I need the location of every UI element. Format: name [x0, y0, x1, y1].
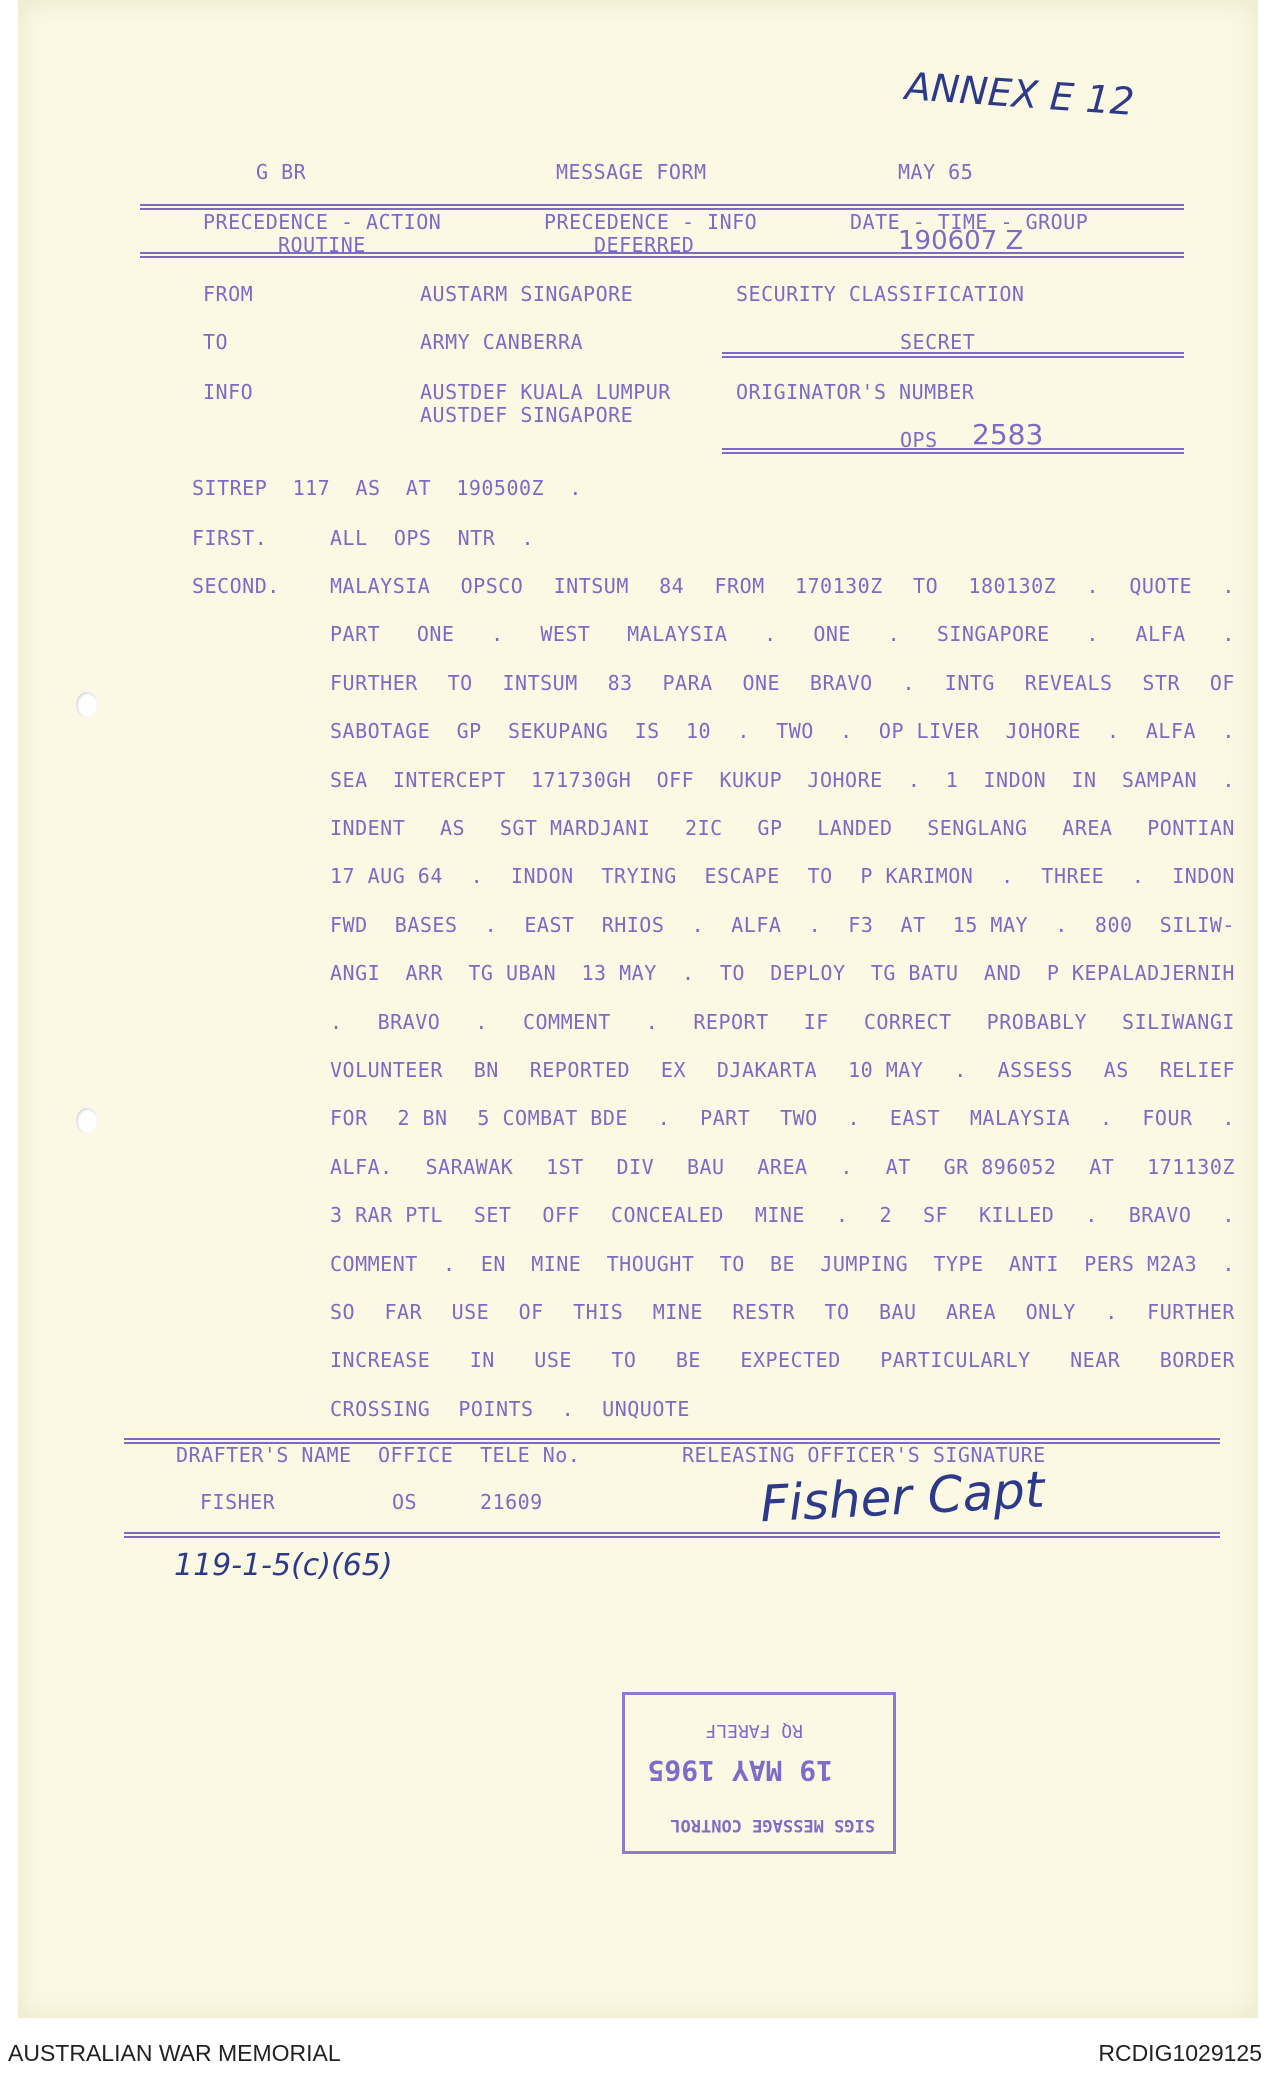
- word: ASSESS: [997, 1058, 1073, 1082]
- word: 83: [607, 671, 633, 695]
- word: .: [1222, 574, 1235, 598]
- word: INDON: [983, 768, 1047, 792]
- message-line: [330, 1348, 1235, 1372]
- word: SEKUPANG: [507, 719, 609, 743]
- word: TO: [913, 574, 939, 598]
- word: INTERCEPT: [392, 768, 506, 792]
- word: .: [1222, 622, 1235, 646]
- word: GR 896052: [943, 1155, 1057, 1179]
- word: BRAVO: [809, 671, 873, 695]
- message-line: [330, 1010, 1235, 1034]
- word: EAST: [889, 1106, 941, 1130]
- sitrep-line: [192, 476, 582, 500]
- footer-item-id: RCDIG1029125: [1098, 2040, 1262, 2066]
- word: AS: [439, 816, 466, 840]
- tele-value: 21609: [480, 1490, 543, 1514]
- word: NEAR: [1070, 1348, 1121, 1372]
- word: 10 MAY: [848, 1058, 924, 1082]
- word: ONE: [742, 671, 781, 695]
- word: OFF: [542, 1203, 581, 1227]
- word: .: [443, 1252, 456, 1276]
- rule-drafter-bottom: [124, 1532, 1220, 1538]
- word: .: [954, 1058, 967, 1082]
- message-control-stamp: [622, 1692, 896, 1854]
- word: 180130Z: [968, 574, 1057, 598]
- word: .: [330, 1010, 343, 1034]
- word: BE: [770, 1252, 796, 1276]
- word: JUMPING: [820, 1252, 909, 1276]
- word: SENGLANG: [927, 816, 1028, 840]
- word: UNQUOTE: [602, 1397, 690, 1421]
- word: OP LIVER: [878, 719, 980, 743]
- drafter-name-label: DRAFTER'S NAME: [176, 1443, 352, 1467]
- word: SGT MARDJANI: [499, 816, 651, 840]
- word: .: [1086, 622, 1099, 646]
- word: .: [521, 526, 534, 550]
- word: P KARIMON: [860, 864, 974, 888]
- message-line: [330, 864, 1235, 888]
- word: PART: [700, 1106, 751, 1130]
- word: INDON: [510, 864, 574, 888]
- word: OF: [1209, 671, 1235, 695]
- to-value: ARMY CANBERRA: [420, 330, 584, 354]
- rule-security: [722, 352, 1184, 358]
- word: AT: [405, 476, 431, 500]
- word: .: [1222, 1252, 1235, 1276]
- originator-prefix: OPS: [900, 428, 938, 452]
- word: ONLY: [1025, 1300, 1076, 1324]
- message-line: [330, 768, 1235, 792]
- word: 171130Z: [1147, 1155, 1235, 1179]
- word: GP: [456, 719, 482, 743]
- word: AT: [900, 913, 926, 937]
- word: LANDED: [817, 816, 893, 840]
- word: CORRECT: [863, 1010, 952, 1034]
- word: .: [1105, 1300, 1118, 1324]
- word: PART: [330, 622, 381, 646]
- word: BASES: [394, 913, 458, 937]
- word: .: [737, 719, 750, 743]
- word: ANGI: [330, 961, 381, 985]
- word: .: [847, 1106, 861, 1130]
- word: KUKUP: [719, 768, 783, 792]
- word: COMMENT: [330, 1252, 418, 1276]
- word: BN: [473, 1058, 499, 1082]
- word: .: [1222, 719, 1235, 743]
- word: .: [907, 768, 921, 792]
- word: .: [1107, 719, 1120, 743]
- word: CONCEALED: [610, 1203, 724, 1227]
- word: ALFA.: [330, 1155, 393, 1179]
- word: ALFA: [1145, 719, 1197, 743]
- word: KILLED: [978, 1203, 1055, 1227]
- from-label: FROM: [203, 282, 254, 306]
- office-value: OS: [392, 1490, 418, 1514]
- word: DIV: [616, 1155, 655, 1179]
- second-label: SECOND.: [192, 574, 280, 598]
- word: .: [1100, 1106, 1113, 1130]
- first-text: [330, 526, 534, 550]
- word: .: [1131, 864, 1145, 888]
- word: THREE: [1041, 864, 1105, 888]
- word: BRAVO: [1128, 1203, 1192, 1227]
- word: FOUR: [1142, 1106, 1193, 1130]
- word: .: [1085, 1203, 1098, 1227]
- word: TO: [824, 1300, 850, 1324]
- precedence-info-label: PRECEDENCE - INFO: [544, 210, 758, 234]
- to-label: TO: [203, 330, 229, 354]
- word: MALAYSIA: [627, 622, 728, 646]
- word: AS: [355, 476, 381, 500]
- word: .: [1001, 864, 1014, 888]
- tele-label: TELE No.: [480, 1443, 581, 1467]
- word: JOHORE: [1005, 719, 1081, 743]
- word: COMMENT: [522, 1010, 611, 1034]
- word: ALFA: [731, 913, 782, 937]
- dtg-value: 190607 Z: [898, 226, 1024, 256]
- word: SET: [473, 1203, 512, 1227]
- word: SEA: [330, 768, 368, 792]
- stamp-line-3: RQ FARELF: [705, 1720, 803, 1741]
- word: ANTI: [1008, 1252, 1059, 1276]
- message-line: [330, 913, 1235, 937]
- message-line: [330, 1252, 1235, 1276]
- word: BRAVO: [377, 1010, 441, 1034]
- word: POINTS: [458, 1397, 534, 1421]
- word: 3 RAR PTL: [330, 1203, 443, 1227]
- word: SARAWAK: [425, 1155, 514, 1179]
- word: REVEALS: [1024, 671, 1113, 695]
- rule-originator: [722, 448, 1184, 454]
- word: 1ST: [546, 1155, 584, 1179]
- word: 2IC: [685, 816, 723, 840]
- word: .: [902, 671, 915, 695]
- info-label: INFO: [203, 380, 254, 404]
- word: TO: [719, 961, 745, 985]
- word: RELIEF: [1159, 1058, 1235, 1082]
- word: INDENT: [330, 816, 406, 840]
- word: MINE: [754, 1203, 805, 1227]
- word: THIS: [573, 1300, 624, 1324]
- word: WEST: [540, 622, 591, 646]
- message-line: [330, 671, 1235, 695]
- word: .: [470, 864, 484, 888]
- message-line: [330, 1203, 1235, 1227]
- word: INDON: [1172, 864, 1235, 888]
- punch-hole-bottom: [76, 1108, 98, 1134]
- word: FOR: [330, 1106, 368, 1130]
- dtg-label: DATE - TIME - GROUP: [850, 210, 1089, 234]
- word: CROSSING: [330, 1397, 431, 1421]
- word: 15 MAY: [952, 913, 1029, 937]
- word: .: [657, 1106, 671, 1130]
- word: P KEPALADJERNIH: [1046, 961, 1235, 985]
- word: .: [645, 1010, 659, 1034]
- word: TO: [719, 1252, 745, 1276]
- word: FROM: [714, 574, 765, 598]
- word: IN: [469, 1348, 495, 1372]
- word: 5 COMBAT BDE: [477, 1106, 628, 1130]
- word: EAST: [524, 913, 575, 937]
- word: ONE: [813, 622, 851, 646]
- word: TG UBAN: [468, 961, 557, 985]
- message-line: [330, 1058, 1235, 1082]
- word: .: [1222, 1203, 1235, 1227]
- rule-precedence: [140, 252, 1184, 258]
- word: SABOTAGE: [330, 719, 431, 743]
- word: PARTICULARLY: [880, 1348, 1031, 1372]
- word: GP: [757, 816, 783, 840]
- word: FURTHER: [330, 671, 418, 695]
- word: OF: [518, 1300, 544, 1324]
- word: FAR: [384, 1300, 423, 1324]
- word: RHIOS: [601, 913, 665, 937]
- message-line: [330, 1300, 1235, 1324]
- file-reference: 119-1-5(c)(65): [174, 1548, 393, 1583]
- word: USE: [534, 1348, 572, 1372]
- word: DEPLOY: [770, 961, 846, 985]
- word: AREA: [757, 1155, 808, 1179]
- word: IF: [803, 1010, 829, 1034]
- word: STR: [1142, 671, 1181, 695]
- word: IS: [634, 719, 660, 743]
- word: PROBABLY: [986, 1010, 1087, 1034]
- word: .: [682, 961, 695, 985]
- word: INTG: [944, 671, 995, 695]
- word: MALAYSIA: [330, 574, 431, 598]
- precedence-action-label: PRECEDENCE - ACTION: [203, 210, 442, 234]
- message-line: [330, 719, 1235, 743]
- word: INCREASE: [330, 1348, 431, 1372]
- word: ALFA: [1135, 622, 1186, 646]
- word: AND: [983, 961, 1022, 985]
- stamp-date: 19 MAY 1965: [647, 1754, 833, 1787]
- word: .: [764, 622, 777, 646]
- word: AREA: [946, 1300, 997, 1324]
- security-label: SECURITY CLASSIFICATION: [736, 282, 1025, 306]
- originator-label: ORIGINATOR'S NUMBER: [736, 380, 975, 404]
- word: TO: [807, 864, 833, 888]
- drafter-name-value: FISHER: [200, 1490, 276, 1514]
- word: INTSUM: [553, 574, 629, 598]
- word: OPS: [393, 526, 432, 550]
- word: SILIW-: [1159, 913, 1235, 937]
- word: BAU: [686, 1155, 725, 1179]
- word: .: [1086, 574, 1100, 598]
- info-value-1: AUSTDEF KUALA LUMPUR: [420, 380, 671, 404]
- word: SITREP: [192, 476, 268, 500]
- word: TO: [611, 1348, 637, 1372]
- word: FWD: [330, 913, 368, 937]
- word: PARA: [662, 671, 713, 695]
- word: SAMPAN: [1121, 768, 1198, 792]
- officer-signature: Fisher Capt: [758, 1460, 1046, 1534]
- word: ALL: [330, 526, 368, 550]
- word: ESCAPE: [704, 864, 780, 888]
- word: 800: [1094, 913, 1133, 937]
- word: 1: [945, 768, 959, 792]
- message-line: [330, 1397, 690, 1421]
- word: EN: [480, 1252, 506, 1276]
- originator-value: 2583: [972, 418, 1044, 451]
- word: MINE: [652, 1300, 703, 1324]
- message-line: [330, 1106, 1235, 1130]
- word: EX: [660, 1058, 687, 1082]
- info-value-2: AUSTDEF SINGAPORE: [420, 403, 634, 427]
- word: EXPECTED: [740, 1348, 841, 1372]
- word: DJAKARTA: [716, 1058, 818, 1082]
- word: .: [840, 1155, 853, 1179]
- word: 2 BN: [397, 1106, 448, 1130]
- word: F3: [848, 913, 874, 937]
- word: .: [840, 719, 853, 743]
- word: NTR: [457, 526, 496, 550]
- word: .: [1222, 1106, 1235, 1130]
- message-line: [330, 574, 1235, 598]
- message-line: [330, 622, 1235, 646]
- word: 170130Z: [794, 574, 883, 598]
- word: REPORTED: [529, 1058, 631, 1082]
- message-line: [330, 1155, 1235, 1179]
- word: TWO: [776, 719, 814, 743]
- word: 17 AUG 64: [330, 864, 443, 888]
- message-line: [330, 961, 1235, 985]
- word: SINGAPORE: [936, 622, 1050, 646]
- distribution-code: G BR: [256, 160, 307, 184]
- word: TO: [447, 671, 473, 695]
- word: AT: [885, 1155, 911, 1179]
- word: 84: [659, 574, 685, 598]
- word: SILIWANGI: [1122, 1010, 1235, 1034]
- word: VOLUNTEER: [330, 1058, 443, 1082]
- word: ONE: [416, 622, 455, 646]
- punch-hole-top: [76, 692, 98, 718]
- word: INTSUM: [502, 671, 578, 695]
- word: OFF: [656, 768, 695, 792]
- form-date: MAY 65: [898, 160, 974, 184]
- security-value: SECRET: [900, 330, 976, 354]
- word: .: [1055, 913, 1068, 937]
- word: TG BATU: [870, 961, 959, 985]
- word: IN: [1071, 768, 1097, 792]
- word: THOUGHT: [606, 1252, 695, 1276]
- word: .: [887, 622, 901, 646]
- word: .: [475, 1010, 488, 1034]
- word: 10: [685, 719, 712, 743]
- word: BORDER: [1159, 1348, 1235, 1372]
- word: QUOTE: [1129, 574, 1193, 598]
- word: .: [808, 913, 822, 937]
- precedence-info-value: DEFERRED: [594, 233, 695, 257]
- footer-institution: AUSTRALIAN WAR MEMORIAL: [8, 2040, 341, 2066]
- message-line: [330, 816, 1235, 840]
- word: JOHORE: [807, 768, 883, 792]
- word: REPORT: [693, 1010, 769, 1034]
- word: SO: [330, 1300, 356, 1324]
- word: PONTIAN: [1147, 816, 1235, 840]
- word: .: [835, 1203, 849, 1227]
- stamp-line-1: SIGS MESSAGE CONTROL: [670, 1815, 875, 1835]
- word: FURTHER: [1147, 1300, 1235, 1324]
- word: .: [484, 913, 498, 937]
- word: AREA: [1062, 816, 1113, 840]
- word: .: [561, 1397, 575, 1421]
- word: TWO: [780, 1106, 818, 1130]
- word: TYPE: [933, 1252, 984, 1276]
- word: 171730GH: [531, 768, 632, 792]
- word: 190500Z: [456, 476, 545, 500]
- releasing-label: RELEASING OFFICER'S SIGNATURE: [682, 1443, 1046, 1467]
- word: USE: [451, 1300, 490, 1324]
- word: .: [691, 913, 705, 937]
- word: TRYING: [601, 864, 677, 888]
- word: ARR: [405, 961, 444, 985]
- word: AS: [1103, 1058, 1129, 1082]
- word: .: [569, 476, 582, 500]
- word: OPSCO: [460, 574, 524, 598]
- first-label: FIRST.: [192, 526, 268, 550]
- form-title: MESSAGE FORM: [556, 160, 707, 184]
- word: 2: [879, 1203, 892, 1227]
- word: PERS M2A3: [1084, 1252, 1198, 1276]
- word: BAU: [878, 1300, 917, 1324]
- precedence-action-value: ROUTINE: [278, 233, 366, 257]
- word: .: [491, 622, 504, 646]
- office-label: OFFICE: [378, 1443, 454, 1467]
- word: BE: [675, 1348, 701, 1372]
- word: MALAYSIA: [969, 1106, 1071, 1130]
- word: RESTR: [732, 1300, 796, 1324]
- annex-mark: ANNEX E 12: [903, 64, 1136, 124]
- word: MINE: [531, 1252, 582, 1276]
- word: 117: [292, 476, 331, 500]
- word: SF: [922, 1203, 949, 1227]
- from-value: AUSTARM SINGAPORE: [420, 282, 634, 306]
- word: .: [1222, 768, 1235, 792]
- word: 13 MAY: [581, 961, 657, 985]
- word: AT: [1089, 1155, 1115, 1179]
